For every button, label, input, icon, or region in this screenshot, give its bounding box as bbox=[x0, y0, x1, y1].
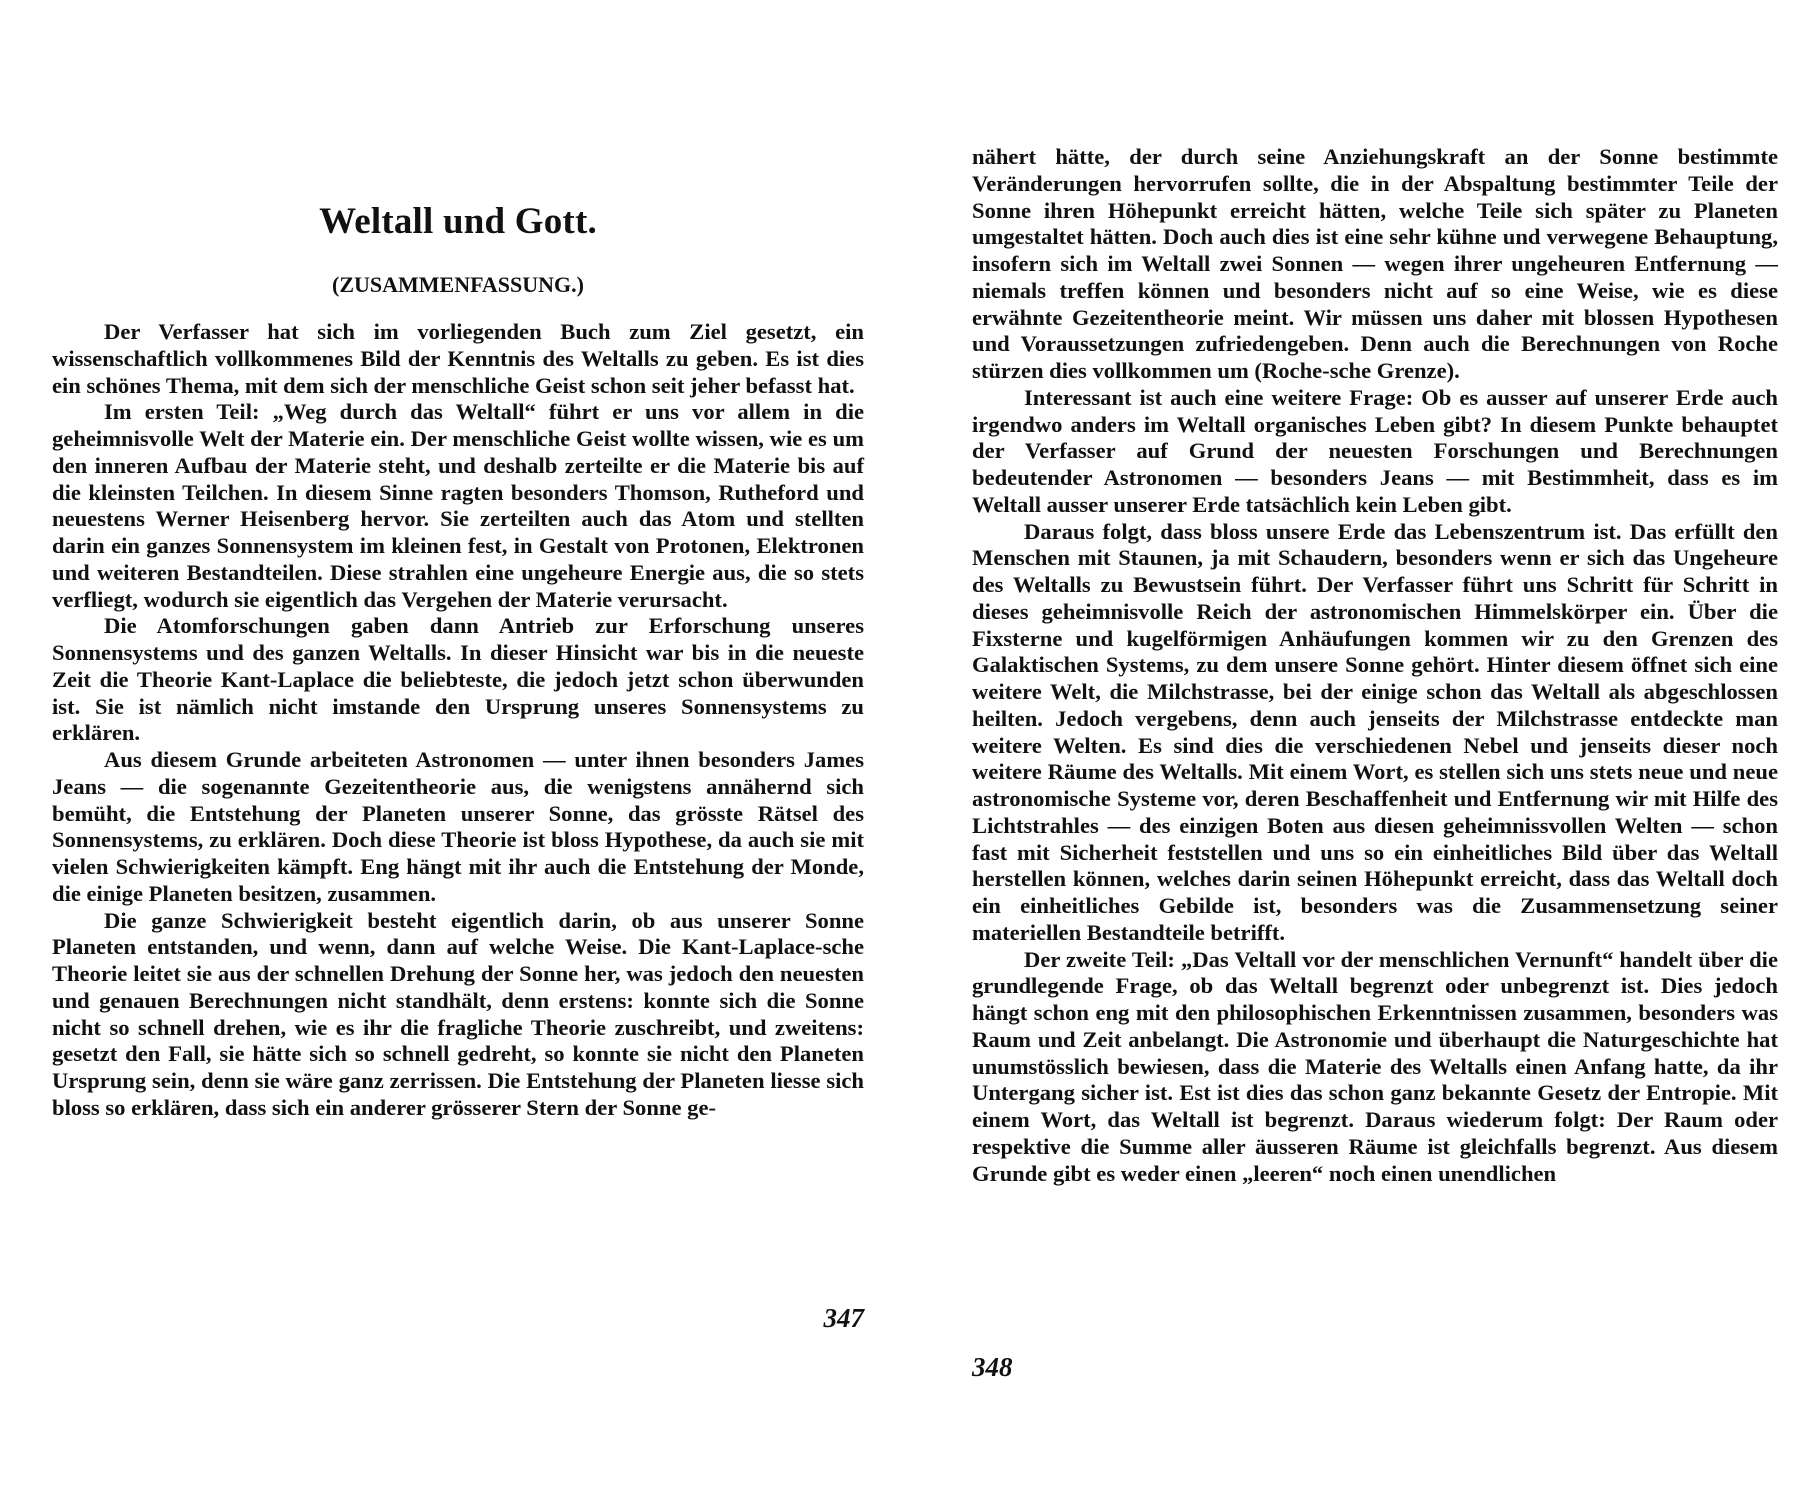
paragraph: Der Verfasser hat sich im vorliegenden Buch zum Ziel gesetzt, ein wissenschaftlich vollkommenes Bild der Kenntnis des Weltalls zu geben. Es ist dies ein schönes Thema, mit dem sich der menschliche Geist schon seit jeher befasst hat. bbox=[52, 319, 864, 398]
chapter-subtitle: (ZUSAMMENFASSUNG.) bbox=[332, 272, 584, 297]
paragraph: Im ersten Teil: „Weg durch das Weltall“ führt er uns vor allem in die geheimnisvolle Welt der Materie ein. Der menschliche Geist wollte wissen, wie es um den inneren Aufbau der Materie steht, und deshalb zerteilte er die Materie bis auf die kleinsten Teilchen. In diesem Sinne ragten besonders Thomson, Rutheford und neuestens Werner Heisenberg hervor. Sie zerteilten auch das Atom und stellten darin ein ganzes Sonnensystem im kleinen fest, in Gestalt von Protonen, Elektronen und weiteren Bestandteilen. Diese strahlen eine ungeheure Energie aus, die so stets verfliegt, wodurch sie eigentlich das Vergehen der Materie verursacht. bbox=[52, 399, 864, 612]
paragraph: Daraus folgt, dass bloss unsere Erde das Lebenszentrum ist. Das erfüllt den Menschen mit Staunen, ja mit Schaudern, besonders wenn er sich das Ungeheure des Weltalls zu Bewustsein führt. Der Verfasser führt uns Schritt für Schritt in dieses geheimnisvolle Reich der astronomischen Himmelskörper ein. Über die Fixsterne und kugelförmigen Anhäufungen kommen wir zu den Grenzen des Galaktischen Systems, zu dem unsere Sonne gehört. Hinter diesem öffnet sich eine weitere Welt, die Milchstrasse, bei der einige schon das Weltall als abgeschlossen heilten. Jedoch vergebens, denn auch jenseits der Milchstrasse entdeckte man weitere Welten. Es sind dies die verschiedenen Nebel und jenseits dieser noch weitere Räume des Weltalls. Mit einem Wort, es stellen sich uns stets neue und neue astronomische Systeme vor, deren Beschaffenheit und Entfernung wir mit Hilfe des Lichtstrahles — des einzigen Boten aus diesen geheimnissvollen Welten — schon fast mit Sicherheit feststellen und uns so ein einheitliches Bild über das Weltall herstellen können, welches darin seinen Höhepunkt erreicht, dass das Weltall doch ein einheitliches Gebilde ist, besonders was die Zusammensetzung seiner materiellen Bestandteile betrifft. bbox=[972, 518, 1778, 945]
page-number: 347 bbox=[823, 1303, 864, 1333]
paragraph: Die Atomforschungen gaben dann Antrieb zur Erforschung unseres Sonnensystems und des ganzen Weltalls. In dieser Hinsicht war bis in die neueste Zeit die Theorie Kant-Laplace die beliebteste, die jedoch jetzt schon überwunden ist. Sie ist nämlich nicht imstande den Ursprung unseres Sonnensystems zu erklären. bbox=[52, 613, 864, 746]
paragraph-continued: nähert hätte, der durch seine Anziehungskraft an der Sonne bestimmte Veränderungen hervorrufen sollte, die in der Abspaltung bestimmter Teile der Sonne ihren Höhepunkt erreicht hätten, welche Teile sich später zu Planeten umgestaltet hätten. Doch auch dies ist eine sehr kühne und verwegene Behauptung, insofern sich im Weltall zwei Sonnen — wegen ihrer ungeheuren Entfernung — niemals treffen können und besonders nicht auf so eine Weise, wie es diese erwähnte Gezeitentheorie meint. Wir müssen uns daher mit blossen Hypothesen und Voraussetzungen zufriedengeben. Denn auch die Berechnungen von Roche stürzen dies vollkommen um (Roche-sche Grenze). bbox=[972, 144, 1778, 383]
chapter-title: Weltall und Gott. bbox=[319, 201, 597, 242]
paragraph: Aus diesem Grunde arbeiteten Astronomen — unter ihnen besonders James Jeans — die sogenannte Gezeitentheorie aus, die wenigstens annähernd sich bemüht, die Entstehung der Planeten unserer Sonne, das grösste Rätsel des Sonnensystems, zu erklären. Doch diese Theorie ist bloss Hypothese, da auch sie mit vielen Schwierigkeiten kämpft. Eng hängt mit ihr auch die Entstehung der Monde, die einige Planeten besitzen, zusammen. bbox=[52, 747, 864, 906]
right-page-body bbox=[972, 144, 1778, 1187]
paragraph: Die ganze Schwierigkeit besteht eigentlich darin, ob aus unserer Sonne Planeten entstanden, und wenn, dann auf welche Weise. Die Kant-Laplace-sche Theorie leitet sie aus der schnellen Drehung der Sonne her, was jedoch den neuesten und genauen Berechnungen nicht standhält, denn erstens: konnte sich die Sonne nicht so schnell drehen, wie es ihr die fragliche Theorie zuschreibt, und zweitens: gesetzt den Fall, sie hätte sich so schnell gedreht, so konnte sie nicht den Planeten Ursprung sein, denn sie wäre ganz zerrissen. Die Entstehung der Planeten liesse sich bloss so erklären, dass sich ein anderer grösserer Stern der Sonne ge- bbox=[52, 907, 864, 1120]
paragraph: Der zweite Teil: „Das Veltall vor der menschlichen Vernunft“ handelt über die grundlegende Frage, ob das Weltall begrenzt oder unbegrenzt ist. Dies jedoch hängt schon eng mit den philosophischen Erkenntnissen zusammen, besonders was Raum und Zeit anbelangt. Die Astronomie und überhaupt die Naturgeschichte hat unumstösslich bewiesen, dass die Materie des Weltalls einen Anfang hatte, da ihr Untergang sicher ist. Est ist dies das schon ganz bekannte Gesetz der Entropie. Mit einem Wort, das Weltall ist begrenzt. Daraus wiederum folgt: Der Raum oder respektive die Summe aller äusseren Räume ist gleichfalls begrenzt. Aus diesem Grunde gibt es weder einen „leeren“ noch einen unendlichen bbox=[972, 946, 1778, 1186]
page-number: 348 bbox=[972, 1352, 1013, 1382]
paragraph: Interessant ist auch eine weitere Frage: Ob es ausser auf unserer Erde auch irgendwo anders im Weltall organisches Leben gibt? In diesem Punkte behauptet der Verfasser auf Grund der neuesten Forschungen und Berechnungen bedeutender Astronomen — besonders Jeans — mit Bestimmheit, dass es im Weltall ausser unserer Erde tatsächlich kein Leben gibt. bbox=[972, 384, 1778, 517]
left-page-body bbox=[52, 319, 864, 1122]
